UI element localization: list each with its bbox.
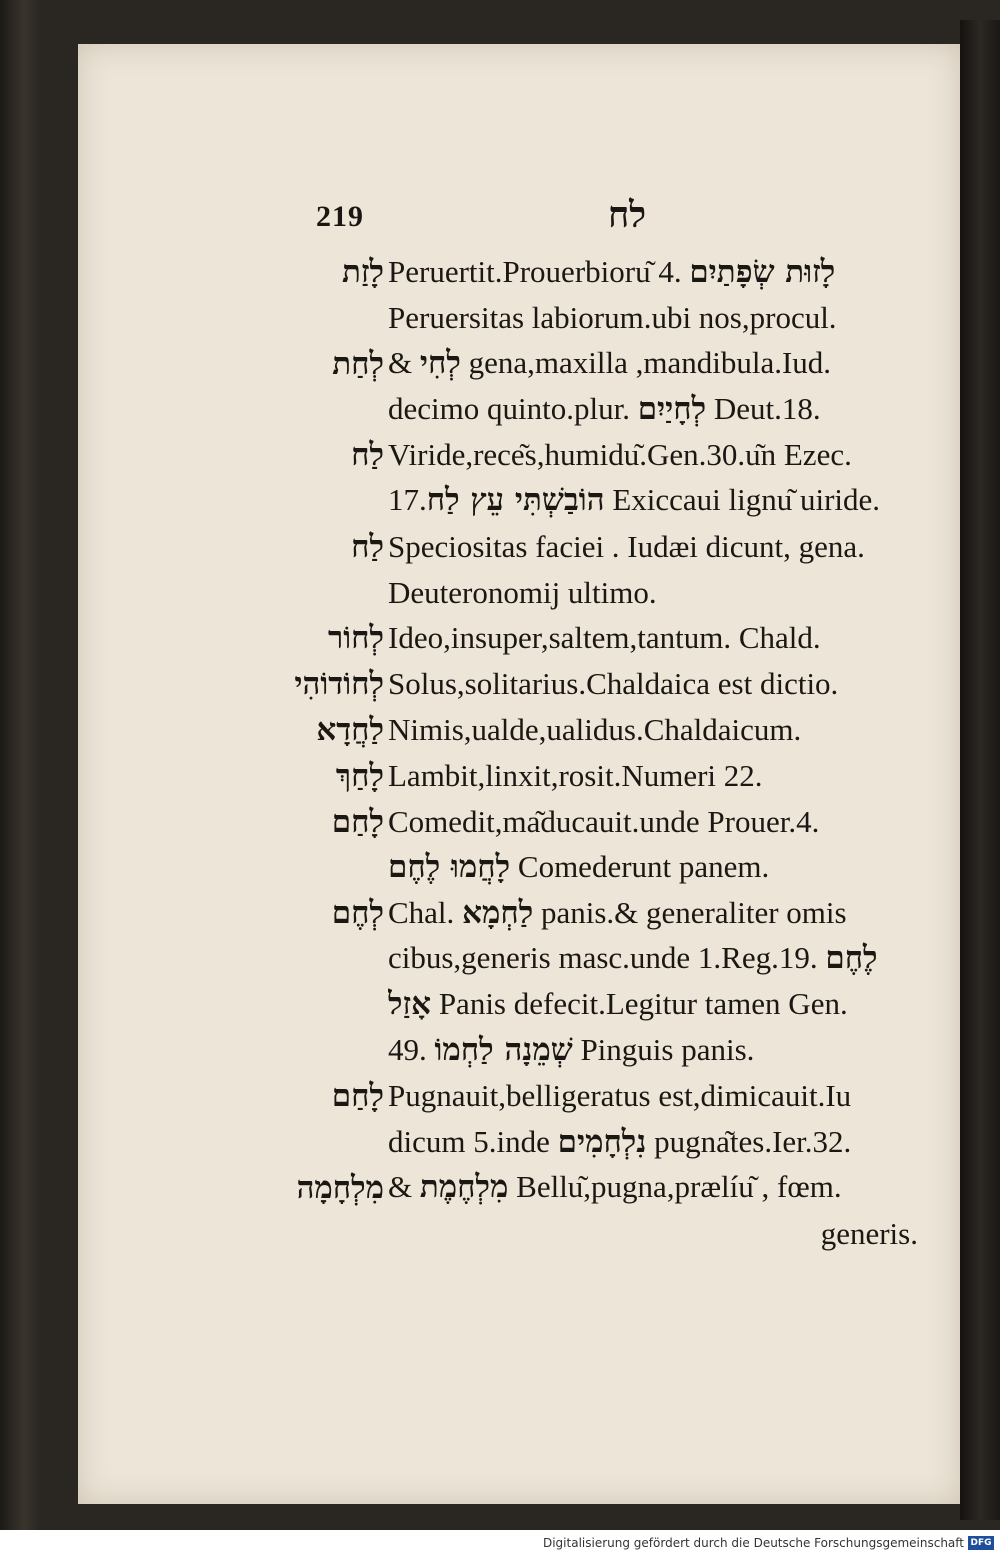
entry-text: 49. [388, 1032, 427, 1068]
entry-line [218, 386, 918, 432]
entry-text-continued: gena,maxilla ,mandibula.Iud. [460, 345, 832, 381]
entry-text-continued: Panis defecit.Legitur tamen Gen. [431, 986, 848, 1022]
headword: לָחַךְ [335, 757, 384, 793]
hebrew-phrase: לְחִי [419, 345, 461, 382]
entry-text: cibus,generis masc.unde 1.Reg.19. [388, 940, 818, 976]
entry-line [218, 890, 918, 936]
entry-line [218, 341, 918, 387]
hebrew-phrase: לַחְמָא [462, 894, 534, 931]
page-number: 219 [316, 200, 364, 233]
entry-text: & [388, 345, 420, 381]
entry-line [218, 707, 918, 753]
entry-text: & [388, 1169, 420, 1205]
entry-text: Deuteronomij ultimo. [388, 574, 657, 610]
entry-text: Solus,solitarius.Chaldaica est dictio. [388, 666, 839, 702]
entry-text: Peruertit.Prouerbioru͂ 4. [388, 253, 682, 289]
entry-text: Pugnauit,belligeratus est,dimicauit.Iu [388, 1078, 852, 1114]
entry-line [218, 799, 918, 845]
entry-text-continued: Deut.18. [706, 390, 821, 426]
entry-line [218, 844, 918, 890]
entry-text-continued: Exiccaui lignu͂ uiride. [604, 482, 881, 518]
entry-text-continued: Comederunt panem. [510, 848, 770, 884]
entry-text-continued: Pinguis panis. [572, 1032, 755, 1068]
entry-text: Chal. [388, 894, 463, 930]
headword: לְחוֹדוֹהִי [294, 666, 384, 702]
entry-text: Speciositas faciei . Iudæi dicunt, gena. [388, 528, 865, 564]
headword: לָחַם [331, 1078, 384, 1114]
hebrew-phrase: הוֹבַשְׁתִּי עֵץ לַח [426, 482, 605, 519]
hebrew-phrase: נִלְחָמִים [557, 1123, 647, 1160]
hebrew-phrase: לָזוּת שְׂפָתַיִם [689, 253, 836, 290]
entry-line [218, 753, 918, 799]
entry-line [218, 982, 918, 1028]
entry-text: Peruersitas labiorum.ubi nos,procul. [388, 299, 837, 335]
entry-text: generis. [820, 1215, 918, 1251]
page-header [78, 194, 960, 244]
entry-text: Ideo,insuper,saltem,tantum. Chald. [388, 620, 821, 656]
headword: לְחֶם [331, 895, 384, 931]
headword: לְחַת [332, 345, 384, 381]
entry-line [218, 615, 918, 661]
hebrew-phrase: אָזַל [388, 986, 432, 1023]
book-page [78, 44, 960, 1504]
entry-text-continued: pugna͂tes.Ier.32. [646, 1123, 852, 1159]
entry-text: Lambit,linxit,rosit.Numeri 22. [388, 757, 763, 793]
entry-line [218, 1211, 918, 1257]
headword: לַח [351, 437, 384, 473]
running-head: לח [608, 195, 647, 235]
dfg-logo: DFG [968, 1536, 994, 1550]
hebrew-phrase: מִלְחֶמֶת [419, 1169, 509, 1206]
entry-line [218, 295, 918, 341]
page-edge [960, 20, 1000, 1520]
entry-text: Comedit,ma͂ducauit.unde Prouer.4. [388, 803, 820, 839]
entry-line [218, 1028, 918, 1074]
headword: לַח [351, 528, 384, 564]
entry-text-continued: Bellu͂,pugna,prælíu͂ , fœm. [508, 1169, 842, 1205]
entry-line [218, 661, 918, 707]
entry-line [218, 432, 918, 478]
headword: לְחוֹר [327, 620, 384, 656]
book-binding [0, 0, 40, 1530]
entry-text: Viride,rece͂s,humidu͂.Gen.30.u͂n Ezec. [388, 437, 852, 473]
entry-line [218, 1119, 918, 1165]
hebrew-phrase: לָחֲמוּ לֶחֶם [388, 848, 511, 885]
headword: לָחַם [331, 803, 384, 839]
entry-text: 17. [388, 482, 427, 518]
entry-line [218, 249, 918, 295]
entry-text-continued: panis.& generaliter omis [533, 894, 847, 930]
hebrew-phrase: לֶחֶם [825, 940, 878, 977]
hebrew-phrase: שְׁמֵנָה לַחְמוֹ [434, 1032, 573, 1069]
entry-line [218, 524, 918, 570]
entry-line [218, 478, 918, 524]
headword: לַחֲדָא [316, 711, 384, 747]
headword: לָזַת [341, 254, 384, 289]
entry-text: Nimis,ualde,ualidus.Chaldaicum. [388, 711, 802, 747]
entry-line [218, 936, 918, 982]
entry-text: dicum 5.inde [388, 1123, 558, 1159]
headword: מִלְחָמָה [296, 1169, 384, 1205]
dictionary-entries [218, 249, 918, 1257]
entry-line [218, 570, 918, 616]
funding-credit: Digitalisierung gefördert durch die Deutsche Forschungsgemeinschaft [542, 1536, 964, 1550]
footer-bar [0, 1530, 1000, 1558]
hebrew-phrase: לְחָיַיִם [637, 390, 707, 427]
entry-line [218, 1165, 918, 1211]
entry-line [218, 1073, 918, 1119]
entry-text: decimo quinto.plur. [388, 390, 630, 426]
